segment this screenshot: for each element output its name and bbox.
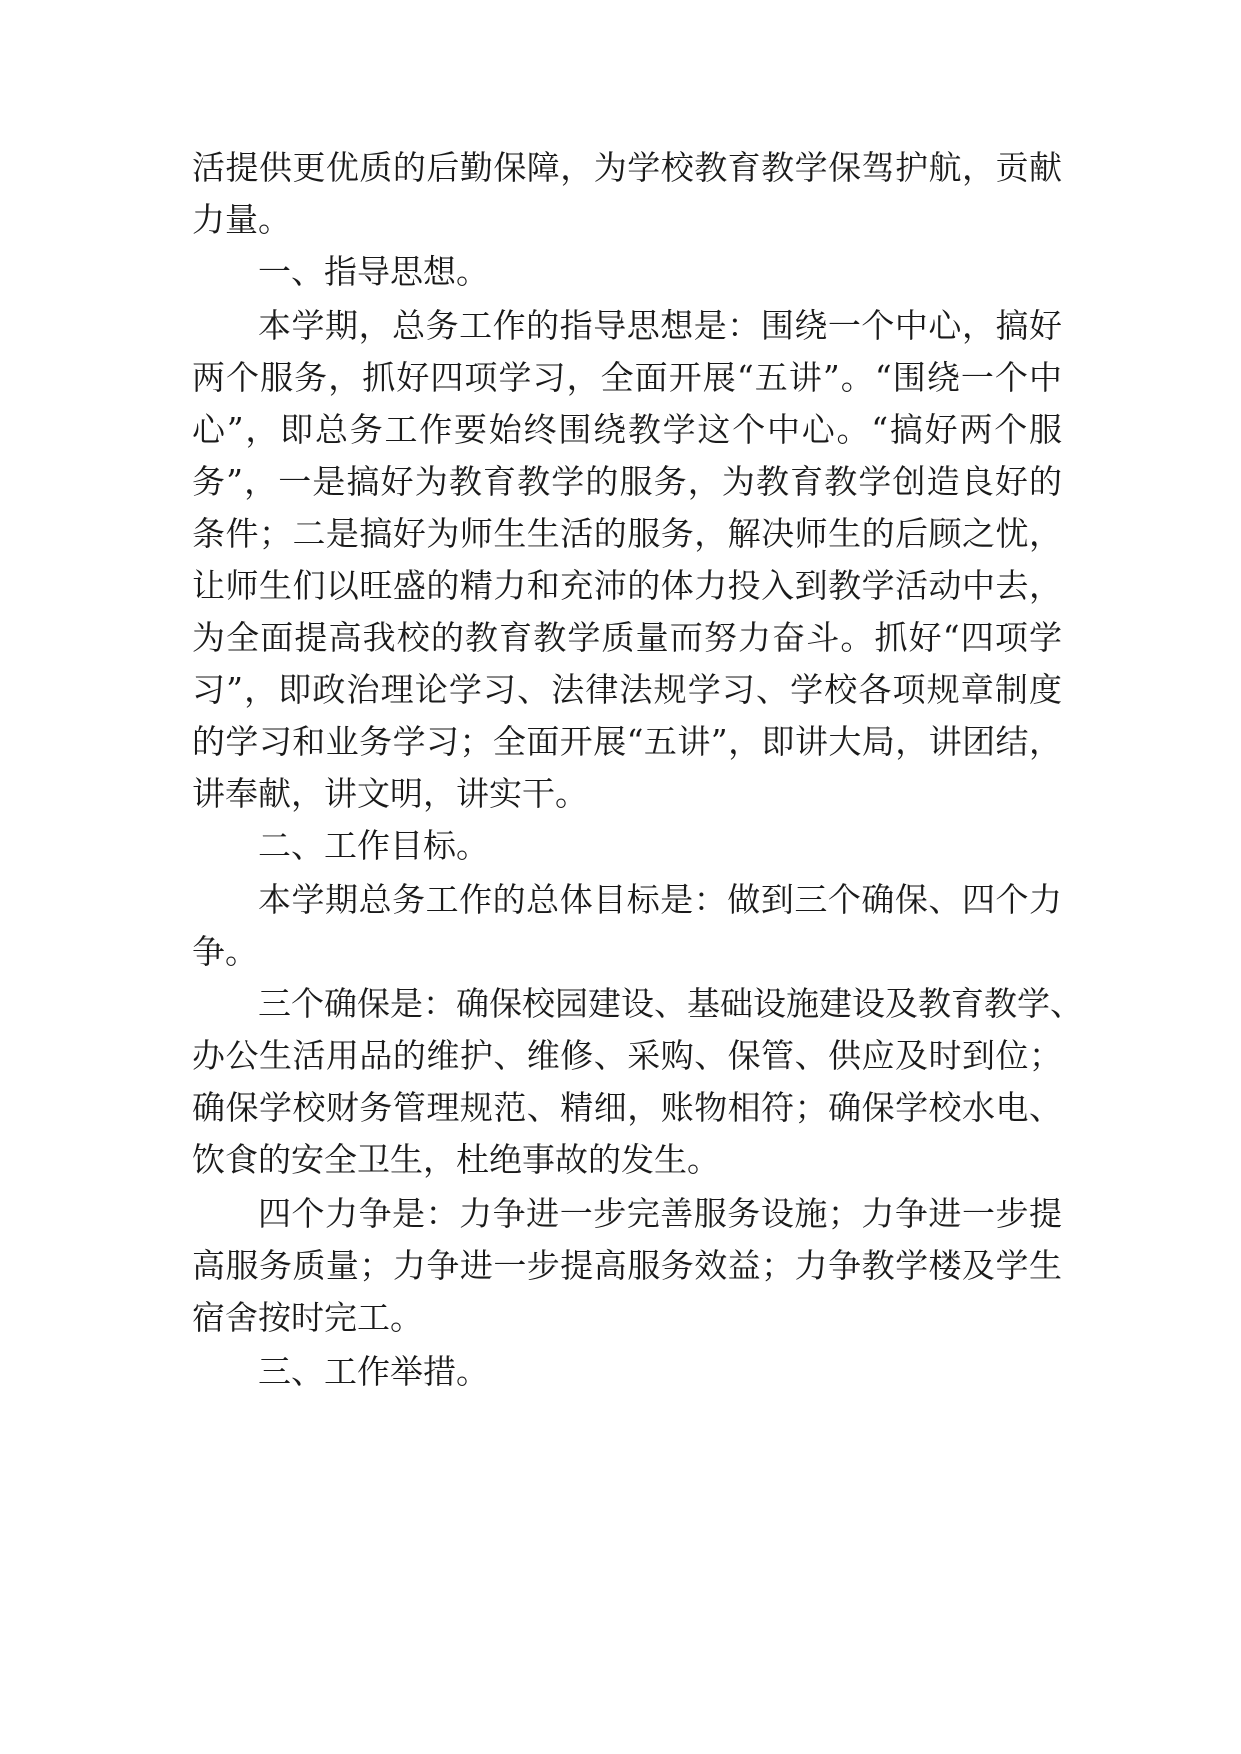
text-line: 高服务质量；力争进一步提高服务效益；力争教学楼及学生 [192, 1246, 1062, 1285]
section-heading: 三、工作举措。 [258, 1352, 489, 1391]
text-line: 为全面提高我校的教育教学质量而努力奋斗。抓好“四项学 [192, 618, 1062, 657]
text-line: 让师生们以旺盛的精力和充沛的体力投入到教学活动中去， [192, 566, 1062, 605]
text-line: 本学期，总务工作的指导思想是：围绕一个中心，搞好 [258, 306, 1062, 345]
text-line: 务”，一是搞好为教育教学的服务，为教育教学创造良好的 [192, 462, 1062, 501]
text-line: 的学习和业务学习；全面开展“五讲”，即讲大局，讲团结， [192, 722, 1062, 761]
section-heading: 一、指导思想。 [258, 252, 489, 291]
text-line: 心”，即总务工作要始终围绕教学这个中心。“搞好两个服 [192, 410, 1062, 449]
text-line: 宿舍按时完工。 [192, 1298, 423, 1337]
text-line: 条件；二是搞好为师生生活的服务，解决师生的后顾之忧， [192, 514, 1062, 553]
text-line: 饮食的安全卫生，杜绝事故的发生。 [192, 1140, 720, 1179]
text-line: 活提供更优质的后勤保障，为学校教育教学保驾护航，贡献 [192, 148, 1062, 187]
text-line: 争。 [192, 932, 258, 971]
text-line: 办公生活用品的维护、维修、采购、保管、供应及时到位； [192, 1036, 1062, 1075]
section-heading: 二、工作目标。 [258, 826, 489, 865]
text-line: 本学期总务工作的总体目标是：做到三个确保、四个力 [258, 880, 1062, 919]
text-line: 习”，即政治理论学习、法律法规学习、学校各项规章制度 [192, 670, 1062, 709]
text-line: 两个服务，抓好四项学习，全面开展“五讲”。“围绕一个中 [192, 358, 1062, 397]
text-line: 三个确保是：确保校园建设、基础设施建设及教育教学、 [258, 984, 1083, 1023]
text-line: 力量。 [192, 200, 291, 239]
text-line: 确保学校财务管理规范、精细，账物相符；确保学校水电、 [192, 1088, 1062, 1127]
text-line: 讲奉献，讲文明，讲实干。 [192, 774, 588, 813]
text-line: 四个力争是：力争进一步完善服务设施；力争进一步提 [258, 1194, 1062, 1233]
